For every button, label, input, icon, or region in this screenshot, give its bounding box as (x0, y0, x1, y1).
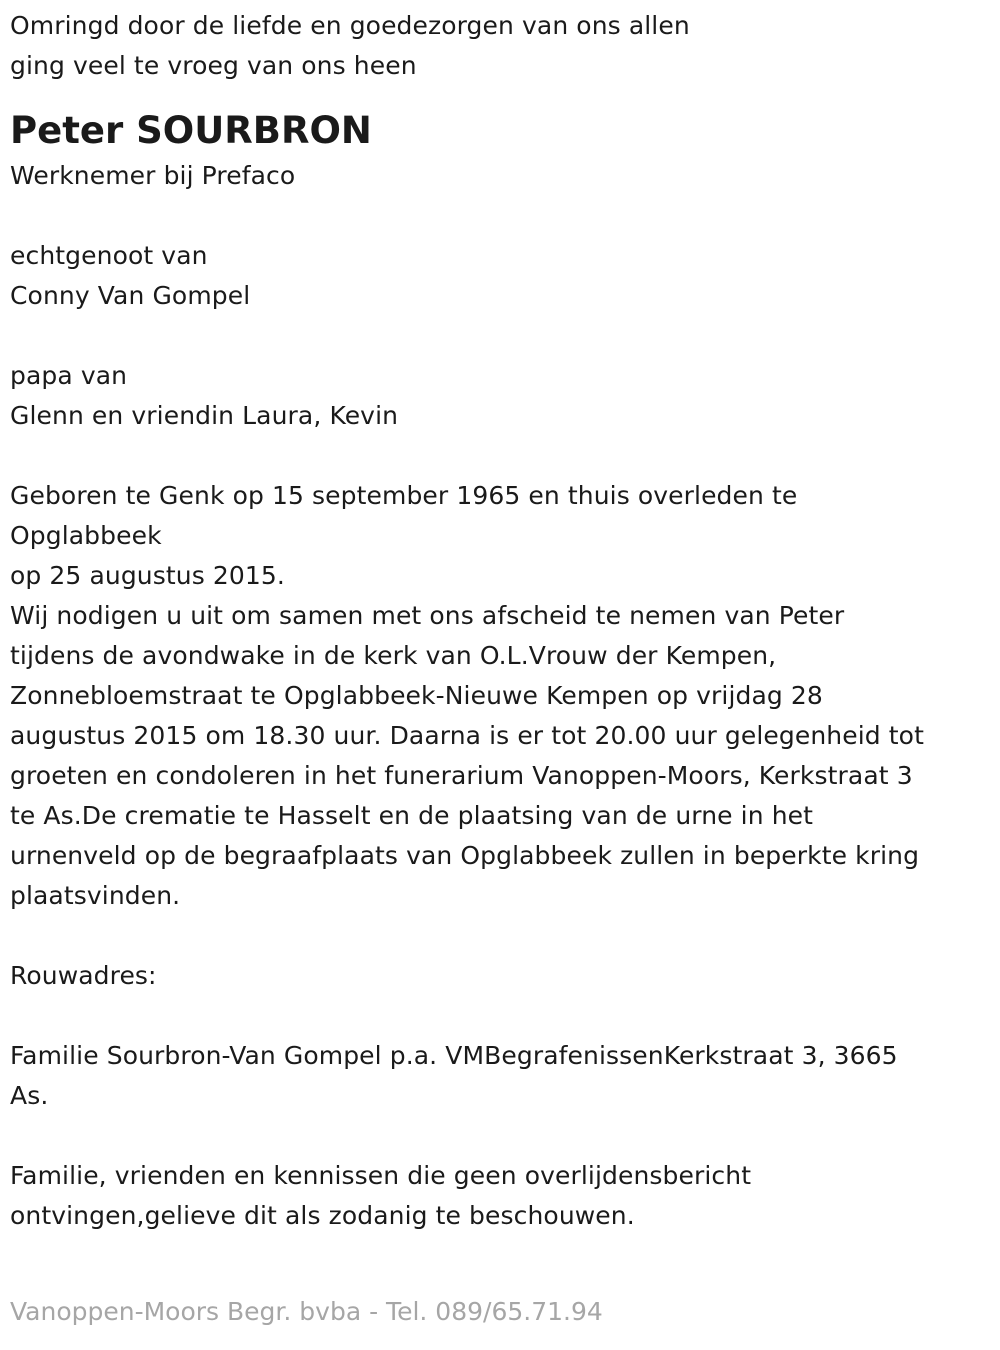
children-label: papa van (10, 361, 128, 390)
intro-line-2: ging veel te vroeg van ons heen (10, 51, 417, 80)
spacer (10, 1116, 990, 1156)
body-line: Wij nodigen u uit om samen met ons afscheid te nemen van Peter (10, 601, 845, 630)
spacer (10, 196, 990, 236)
deceased-name: Peter SOURBRON (10, 109, 372, 152)
spacer (10, 436, 990, 476)
body-line: groeten en condoleren in het funerarium Vanoppen-Moors, Kerkstraat 3 (10, 761, 913, 790)
address-label: Rouwadres: (10, 961, 157, 990)
notice-line-2: ontvingen,gelieve dit als zodanig te beschouwen. (10, 1201, 635, 1230)
deceased-occupation: Werknemer bij Prefaco (10, 161, 296, 190)
intro-line-1: Omringd door de liefde en goedezorgen van ons allen (10, 11, 690, 40)
address-line-1: Familie Sourbron-Van Gompel p.a. VMBegrafenissenKerkstraat 3, 3665 (10, 1041, 898, 1070)
body-line: Geboren te Genk op 15 september 1965 en thuis overleden te (10, 481, 798, 510)
body-line: augustus 2015 om 18.30 uur. Daarna is er tot 20.00 uur gelegenheid tot (10, 721, 924, 750)
spouse-name: Conny Van Gompel (10, 281, 251, 310)
spacer (10, 996, 990, 1036)
spouse-label: echtgenoot van (10, 241, 208, 270)
body-line: Opglabbeek (10, 521, 162, 550)
notice-line-1: Familie, vrienden en kennissen die geen overlijdensbericht (10, 1161, 752, 1190)
spacer (10, 316, 990, 356)
body-line: Zonnebloemstraat te Opglabbeek-Nieuwe Kempen op vrijdag 28 (10, 681, 823, 710)
body-line: plaatsvinden. (10, 881, 181, 910)
address-line-2: As. (10, 1081, 49, 1110)
spacer (10, 916, 990, 956)
body-text (10, 476, 990, 916)
obituary-document (10, 6, 990, 1236)
body-line: te As.De crematie te Hasselt en de plaatsing van de urne in het (10, 801, 814, 830)
body-line: urnenveld op de begraafplaats van Opglabbeek zullen in beperkte kring (10, 841, 920, 870)
funeral-home-footer: Vanoppen-Moors Begr. bvba - Tel. 089/65.71.94 (10, 1297, 603, 1326)
body-line: op 25 augustus 2015. (10, 561, 285, 590)
body-line: tijdens de avondwake in de kerk van O.L.Vrouw der Kempen, (10, 641, 777, 670)
children-names: Glenn en vriendin Laura, Kevin (10, 401, 399, 430)
